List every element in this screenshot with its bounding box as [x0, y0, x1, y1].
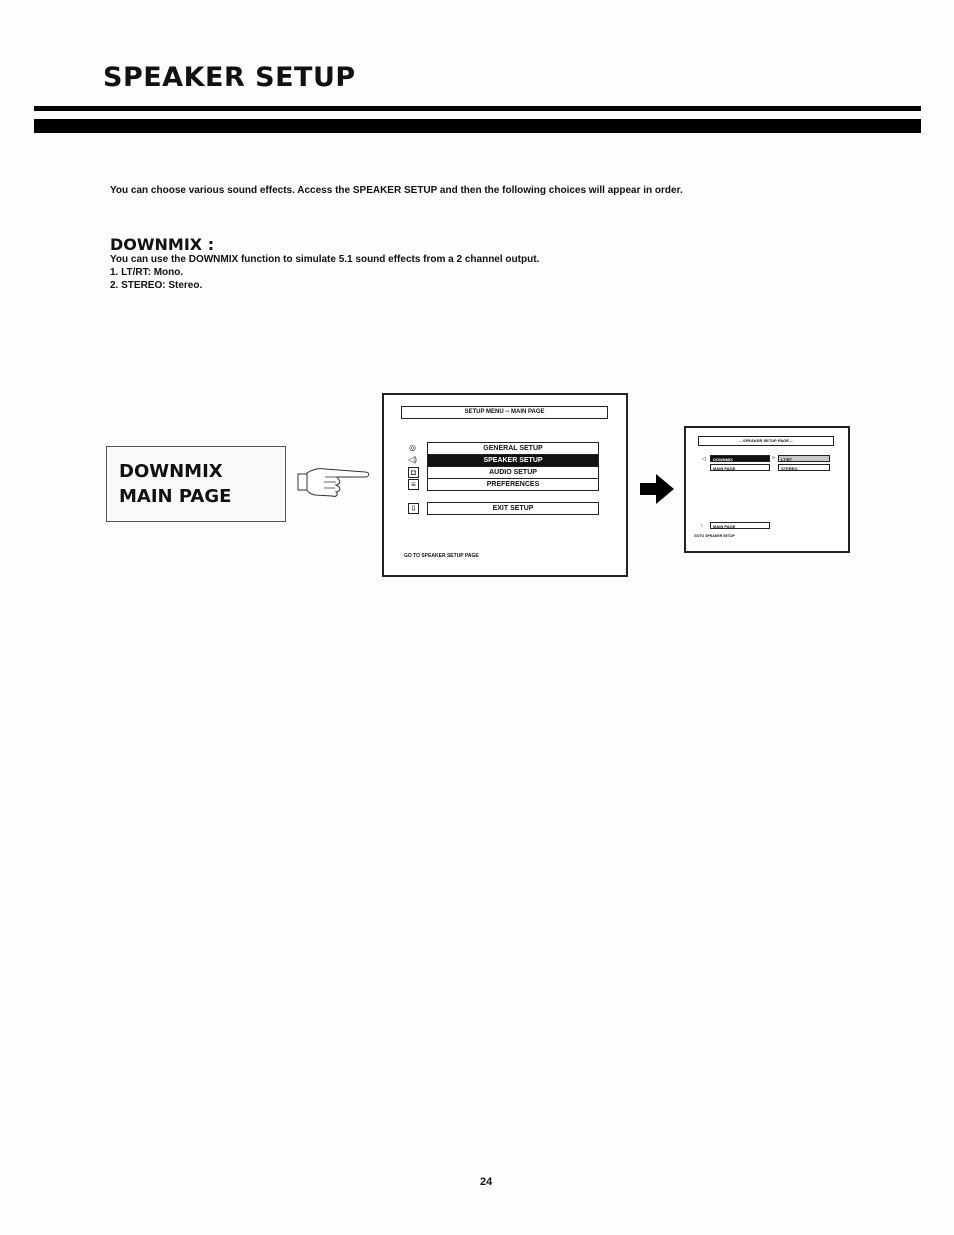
- preferences-icon: ≡: [408, 479, 419, 490]
- speaker-setup-footer: GOTO SPEAKER SETUP: [694, 534, 735, 538]
- right-arrow-icon: [640, 474, 674, 504]
- menu-item-audio-setup[interactable]: AUDIO SETUP: [427, 466, 599, 479]
- menu-item-preferences[interactable]: PREFERENCES: [427, 478, 599, 491]
- speaker-main-page-button[interactable]: MAIN PAGE: [710, 522, 770, 529]
- page-title: SPEAKER SETUP: [103, 62, 356, 93]
- speaker-item-downmix[interactable]: DOWNMIX: [710, 455, 770, 462]
- audio-icon: ◘: [408, 467, 419, 478]
- intro-text: You can choose various sound effects. Access the SPEAKER SETUP and then the following choices will appear in order.: [110, 185, 683, 196]
- speaker-icon: ◁): [408, 455, 417, 464]
- downmix-heading: DOWNMIX :: [110, 235, 215, 254]
- setup-menu-footer: GO TO SPEAKER SETUP PAGE: [404, 553, 479, 559]
- title-rule-thick: [34, 119, 921, 133]
- downmix-option-2: 2. STEREO: Stereo.: [110, 280, 203, 291]
- disc-icon: ◎: [409, 443, 416, 452]
- speaker-option-stereo[interactable]: STEREO: [778, 464, 830, 471]
- title-rule-thin: [34, 106, 921, 111]
- speaker-setup-header: -- SPEAKER SETUP PAGE --: [698, 436, 834, 446]
- label-box-line-1: DOWNMIX: [119, 461, 223, 482]
- speaker-option-ltrt[interactable]: LT/RT: [778, 455, 830, 462]
- exit-icon: ⇩: [408, 503, 419, 514]
- speaker-item-main-page[interactable]: MAIN PAGE: [710, 464, 770, 471]
- bulb-icon: ♀: [700, 523, 704, 529]
- page-number: 24: [480, 1176, 493, 1188]
- chevron-right-icon: »: [772, 455, 775, 461]
- setup-menu-header: SETUP MENU -- MAIN PAGE: [401, 406, 608, 419]
- speaker-small-icon: ◁: [702, 456, 706, 462]
- label-box-line-2: MAIN PAGE: [119, 486, 232, 507]
- speaker-setup-screen: [684, 426, 850, 553]
- menu-item-general-setup[interactable]: GENERAL SETUP: [427, 442, 599, 455]
- setup-menu-screen: [382, 393, 628, 577]
- downmix-main-page-label-box: [106, 446, 286, 522]
- downmix-option-1: 1. LT/RT: Mono.: [110, 267, 184, 278]
- menu-item-speaker-setup[interactable]: SPEAKER SETUP: [427, 454, 599, 467]
- pointing-hand-icon: [295, 460, 375, 500]
- downmix-description: You can use the DOWNMIX function to simulate 5.1 sound effects from a 2 channel output.: [110, 254, 540, 265]
- menu-item-exit-setup[interactable]: EXIT SETUP: [427, 502, 599, 515]
